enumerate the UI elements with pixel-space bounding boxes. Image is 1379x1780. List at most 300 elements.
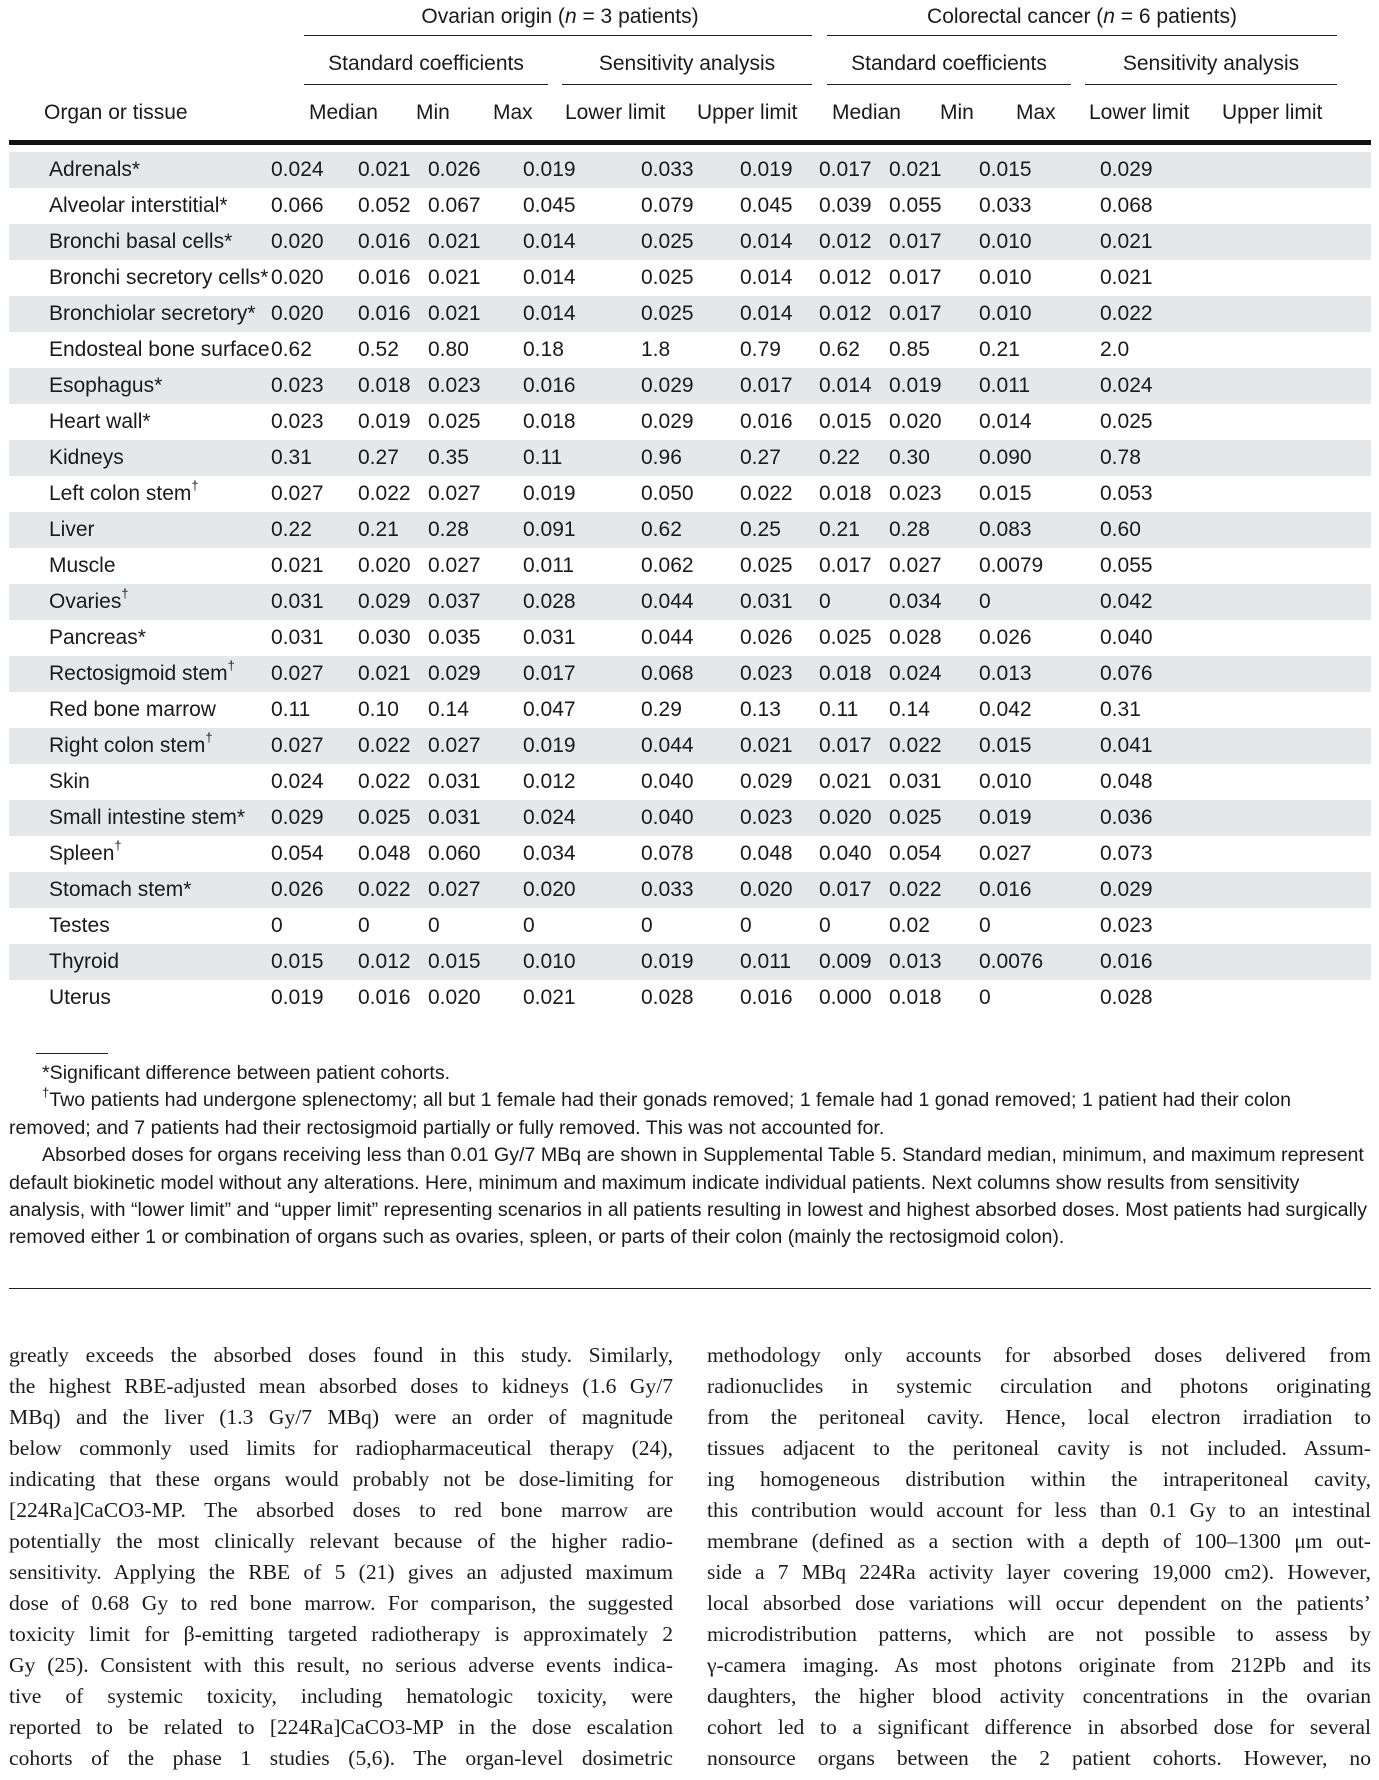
value-cell: 0.010	[979, 230, 1032, 253]
value-cell: 0.022	[358, 878, 411, 901]
organ-label: Small intestine stem	[49, 806, 237, 829]
text-line: side a 7 MBq 224Ra activity layer covering 19,000 cm2). However,	[707, 1560, 1371, 1584]
table-row	[9, 368, 1371, 404]
value-cell: 0.010	[523, 950, 576, 973]
footnote-significance: *Significant difference between patient cohorts.	[42, 1062, 451, 1084]
value-cell: 0.015	[979, 158, 1032, 181]
text-line: ing homogeneous distribution within the intraperitoneal cavity,	[707, 1467, 1371, 1491]
value-cell: 0.011	[979, 374, 1030, 397]
footnote-mark: †	[114, 838, 122, 853]
table-row	[9, 584, 1371, 620]
table-row	[9, 620, 1371, 656]
value-cell: 0.037	[428, 590, 481, 613]
footnote-mark: †	[191, 478, 199, 493]
value-cell: 0.027	[428, 734, 481, 757]
value-cell: 0.52	[358, 338, 399, 361]
value-cell: 0.017	[740, 374, 793, 397]
value-cell: 0.013	[889, 950, 942, 973]
organ-label: Stomach stem	[49, 878, 184, 901]
value-cell: 0.012	[523, 770, 576, 793]
organ-label: Ovaries	[49, 590, 122, 613]
value-cell: 0.020	[740, 878, 793, 901]
group-rule-ovarian	[304, 35, 812, 36]
significance-mark: *	[154, 374, 163, 397]
value-cell: 0.021	[271, 554, 324, 577]
table-row	[9, 296, 1371, 332]
value-cell: 0.078	[641, 842, 694, 865]
value-cell: 0.014	[819, 374, 872, 397]
organ-name	[49, 302, 256, 326]
value-cell: 0.020	[523, 878, 576, 901]
value-cell: 0.022	[889, 878, 942, 901]
significance-mark: *	[183, 878, 192, 901]
organ-label: Muscle	[49, 554, 116, 577]
value-cell: 0.025	[428, 410, 481, 433]
text-line: dose of 0.68 Gy to red bone marrow. For comparison, the suggested	[9, 1591, 673, 1615]
value-cell: 0	[979, 914, 991, 937]
organ-label: Kidneys	[49, 446, 124, 469]
table-row	[9, 836, 1371, 872]
value-cell: 0.022	[740, 482, 793, 505]
value-cell: 0	[641, 914, 653, 937]
text-line: cohorts of the phase 1 studies (5,6). The organ-level dosimetric	[9, 1746, 673, 1770]
value-cell: 0	[979, 986, 991, 1009]
organ-name	[49, 554, 116, 578]
value-cell: 0.031	[428, 770, 481, 793]
value-cell: 0.021	[1100, 266, 1153, 289]
value-cell: 0.026	[979, 626, 1032, 649]
organ-name	[49, 878, 191, 902]
sub-rule-3	[827, 84, 1071, 85]
value-cell: 0.020	[428, 986, 481, 1009]
value-cell: 0.016	[740, 410, 793, 433]
value-cell: 0.0076	[979, 950, 1044, 973]
value-cell: 0.14	[428, 698, 469, 721]
organ-label: Liver	[49, 518, 95, 541]
value-cell: 0.060	[428, 842, 481, 865]
value-cell: 0.010	[979, 266, 1032, 289]
value-cell: 0.02	[889, 914, 930, 937]
significance-mark: *	[224, 230, 233, 253]
organ-name	[49, 410, 151, 434]
value-cell: 0.018	[358, 374, 411, 397]
text-line: the highest RBE-adjusted mean absorbed doses to kidneys (1.6 Gy/7	[9, 1374, 673, 1398]
value-cell: 0.018	[889, 986, 942, 1009]
value-cell: 0	[428, 914, 440, 937]
text-line: microdistribution patterns, which are not possible to assess by	[707, 1622, 1371, 1646]
value-cell: 0.28	[428, 518, 469, 541]
organ-label: Endosteal bone surface	[49, 338, 270, 361]
value-cell: 1.8	[641, 338, 671, 361]
value-cell: 0.023	[271, 410, 324, 433]
value-cell: 0.020	[271, 266, 324, 289]
value-cell: 0.014	[740, 230, 793, 253]
value-cell: 0.020	[819, 806, 872, 829]
group-rule-colorectal	[827, 35, 1337, 36]
value-cell: 0.023	[889, 482, 942, 505]
value-cell: 0.035	[428, 626, 481, 649]
sub-rule-4	[1085, 84, 1337, 85]
value-cell: 0.021	[1100, 230, 1153, 253]
subheader-sensitivity-colorectal: Sensitivity analysis	[1122, 52, 1300, 75]
value-cell: 0.015	[271, 950, 324, 973]
value-cell: 0.015	[819, 410, 872, 433]
value-cell: 0.014	[523, 302, 576, 325]
value-cell: 0.016	[358, 986, 411, 1009]
value-cell: 0.31	[1100, 698, 1141, 721]
value-cell: 0.033	[641, 158, 694, 181]
value-cell: 0.024	[271, 770, 324, 793]
significance-mark: *	[260, 266, 269, 289]
value-cell: 0.030	[358, 626, 411, 649]
value-cell: 0.017	[889, 230, 942, 253]
value-cell: 0.013	[979, 662, 1032, 685]
table-end-rule	[9, 1288, 1371, 1289]
value-cell: 0	[358, 914, 370, 937]
organ-label: Red bone marrow	[49, 698, 216, 721]
value-cell: 0.13	[740, 698, 781, 721]
organ-label: Thyroid	[49, 950, 120, 973]
value-cell: 0.35	[428, 446, 469, 469]
value-cell: 0.25	[740, 518, 781, 541]
footnote-explanation: Absorbed doses for organs receiving less than 0.01 Gy/7 MBq are shown in Supplemental Table 5. Standard median, minimum, and maximum represent default biokinetic model without any alterations. Here, minimum and maximum indicate individual patients. Next columns show results from sensitivity analysis, with “lower limit” and “upper limit” representing scenarios in all patients resulting in lowest and highest absorbed doses. Most patients had surgically removed either 1 or combination of organs such as ovaries, spleen, or parts of their colon (mainly the rectosigmoid colon).	[9, 1144, 1368, 1249]
table-row	[9, 332, 1371, 368]
organ-name	[49, 770, 90, 794]
organ-name	[49, 626, 146, 650]
value-cell: 0.018	[819, 662, 872, 685]
value-cell: 0.011	[523, 554, 574, 577]
table-row	[9, 728, 1371, 764]
value-cell: 0.034	[523, 842, 576, 865]
value-cell: 0.019	[740, 158, 793, 181]
table-row	[9, 692, 1371, 728]
organ-name	[49, 586, 129, 614]
value-cell: 0.0079	[979, 554, 1044, 577]
value-cell: 0.012	[819, 302, 872, 325]
value-cell: 0.022	[358, 770, 411, 793]
organ-name	[49, 806, 245, 830]
value-cell: 0	[740, 914, 752, 937]
table-row	[9, 512, 1371, 548]
text-line: cohort led to a significant difference in absorbed dose for several	[707, 1715, 1371, 1739]
table-row	[9, 872, 1371, 908]
table-row	[9, 656, 1371, 692]
value-cell: 0.023	[740, 662, 793, 685]
value-cell: 0.066	[271, 194, 324, 217]
value-cell: 0.016	[740, 986, 793, 1009]
text-line: below commonly used limits for radiopharmaceutical therapy (24),	[9, 1436, 673, 1460]
value-cell: 0.021	[819, 770, 872, 793]
value-cell: 0.033	[979, 194, 1032, 217]
value-cell: 0.025	[641, 302, 694, 325]
value-cell: 0.015	[428, 950, 481, 973]
value-cell: 0.21	[979, 338, 1020, 361]
value-cell: 0.054	[271, 842, 324, 865]
text-line: Gy (25). Consistent with this result, no serious adverse events indica-	[9, 1653, 673, 1677]
value-cell: 0.040	[1100, 626, 1153, 649]
value-cell: 0.029	[428, 662, 481, 685]
value-cell: 0.029	[641, 374, 694, 397]
value-cell: 0.028	[889, 626, 942, 649]
table-row	[9, 476, 1371, 512]
value-cell: 0.016	[979, 878, 1032, 901]
value-cell: 0.076	[1100, 662, 1153, 685]
value-cell: 0.028	[523, 590, 576, 613]
subheader-sensitivity-ovarian: Sensitivity analysis	[598, 52, 776, 75]
value-cell: 0.025	[641, 230, 694, 253]
text-line: nonsource organs between the 2 patient cohorts. However, no	[707, 1746, 1371, 1770]
column-header: Min	[940, 101, 974, 124]
value-cell: 0.023	[271, 374, 324, 397]
significance-mark: *	[219, 194, 228, 217]
value-cell: 0.29	[641, 698, 682, 721]
value-cell: 0.040	[819, 842, 872, 865]
organ-name	[49, 374, 162, 398]
value-cell: 0.28	[889, 518, 930, 541]
value-cell: 0.039	[819, 194, 872, 217]
value-cell: 0.012	[819, 266, 872, 289]
organ-name	[49, 478, 199, 506]
table-body	[9, 152, 1371, 1016]
value-cell: 0.024	[523, 806, 576, 829]
text-line: daughters, the higher blood activity concentrations in the ovarian	[707, 1684, 1371, 1708]
organ-name	[49, 338, 270, 362]
organ-label: Esophagus	[49, 374, 155, 397]
value-cell: 0.023	[428, 374, 481, 397]
body-text-right-column	[707, 1340, 1371, 1774]
value-cell: 0.073	[1100, 842, 1153, 865]
value-cell: 0.11	[523, 446, 563, 469]
value-cell: 0.010	[979, 302, 1032, 325]
value-cell: 0.040	[641, 770, 694, 793]
value-cell: 0.019	[271, 986, 324, 1009]
significance-mark: *	[142, 410, 151, 433]
value-cell: 0.048	[1100, 770, 1153, 793]
value-cell: 0.052	[358, 194, 411, 217]
value-cell: 0.010	[979, 770, 1032, 793]
value-cell: 0.012	[358, 950, 411, 973]
text-line: membrane (defined as a section with a depth of 100–1300 μm out-	[707, 1529, 1371, 1553]
value-cell: 0.14	[889, 698, 930, 721]
value-cell: 0.019	[641, 950, 694, 973]
column-header: Min	[416, 101, 450, 124]
value-cell: 0.055	[889, 194, 942, 217]
value-cell: 0.18	[523, 338, 564, 361]
value-cell: 0.000	[819, 986, 872, 1009]
text-line: MBq) and the liver (1.3 Gy/7 MBq) were an order of magnitude	[9, 1405, 673, 1429]
value-cell: 0.023	[740, 806, 793, 829]
table-row	[9, 440, 1371, 476]
value-cell: 0.014	[740, 266, 793, 289]
value-cell: 0.019	[979, 806, 1032, 829]
value-cell: 0.029	[740, 770, 793, 793]
value-cell: 0.025	[889, 806, 942, 829]
value-cell: 0.027	[271, 482, 324, 505]
value-cell: 0.21	[819, 518, 860, 541]
value-cell: 0.014	[523, 266, 576, 289]
value-cell: 0.024	[1100, 374, 1153, 397]
value-cell: 0.62	[819, 338, 860, 361]
value-cell: 0.045	[740, 194, 793, 217]
value-cell: 0.062	[641, 554, 694, 577]
organ-name	[49, 230, 232, 254]
organ-label: Bronchi basal cells	[49, 230, 225, 253]
significance-mark: *	[236, 806, 246, 829]
value-cell: 0.022	[889, 734, 942, 757]
value-cell: 0.021	[889, 158, 942, 181]
group-title-colorectal: Colorectal cancer (n = 6 patients)	[927, 5, 1237, 28]
subheader-standard-colorectal: Standard coefficients	[851, 52, 1047, 75]
value-cell: 0.009	[819, 950, 872, 973]
value-cell: 0.031	[523, 626, 576, 649]
organ-label: Spleen	[49, 842, 115, 865]
value-cell: 0.020	[889, 410, 942, 433]
value-cell: 0.014	[523, 230, 576, 253]
organ-label: Skin	[49, 770, 90, 793]
value-cell: 0.026	[271, 878, 324, 901]
value-cell: 0.017	[819, 554, 872, 577]
value-cell: 0.22	[819, 446, 860, 469]
organ-name	[49, 914, 110, 938]
column-header: Median	[832, 101, 901, 124]
value-cell: 0.60	[1100, 518, 1141, 541]
column-header: Max	[493, 101, 533, 124]
value-cell: 0.017	[889, 266, 942, 289]
value-cell: 0	[979, 590, 991, 613]
organ-name	[49, 730, 213, 758]
value-cell: 0.017	[889, 302, 942, 325]
value-cell: 0.019	[523, 482, 576, 505]
value-cell: 0.21	[358, 518, 399, 541]
group-title-ovarian: Ovarian origin (n = 3 patients)	[421, 5, 699, 28]
value-cell: 0.020	[271, 302, 324, 325]
value-cell: 0.019	[358, 410, 411, 433]
text-line: tissues adjacent to the peritoneal cavity is not included. Assum-	[707, 1436, 1371, 1460]
value-cell: 0.027	[428, 878, 481, 901]
value-cell: 0.024	[889, 662, 942, 685]
value-cell: 0.055	[1100, 554, 1153, 577]
value-cell: 0.079	[641, 194, 694, 217]
body-text-left-column	[9, 1340, 673, 1774]
column-header: Median	[309, 101, 378, 124]
organ-label: Uterus	[49, 986, 111, 1009]
footnote-mark: †	[205, 730, 213, 745]
value-cell: 0.028	[641, 986, 694, 1009]
value-cell: 0.015	[979, 482, 1032, 505]
column-header: Lower limit	[565, 101, 666, 124]
value-cell: 0.014	[979, 410, 1032, 433]
value-cell: 0.068	[641, 662, 694, 685]
value-cell: 0.021	[740, 734, 793, 757]
value-cell: 0.027	[428, 554, 481, 577]
column-header: Upper limit	[1222, 101, 1323, 124]
table-row	[9, 944, 1371, 980]
value-cell: 0.021	[358, 158, 411, 181]
footnote-rule	[36, 1053, 108, 1054]
organ-name	[49, 658, 235, 686]
text-line: tive of systemic toxicity, including hematologic toxicity, were	[9, 1684, 673, 1708]
value-cell: 0.029	[1100, 158, 1153, 181]
value-cell: 0.027	[428, 482, 481, 505]
value-cell: 0.050	[641, 482, 694, 505]
value-cell: 0.054	[889, 842, 942, 865]
text-line: local absorbed dose variations will occur dependent on the patients’	[707, 1591, 1371, 1615]
value-cell: 0.045	[523, 194, 576, 217]
value-cell: 0.017	[523, 662, 576, 685]
value-cell: 0.029	[1100, 878, 1153, 901]
value-cell: 0.025	[740, 554, 793, 577]
column-header: Upper limit	[697, 101, 798, 124]
header-divider	[9, 140, 1371, 145]
value-cell: 0.033	[641, 878, 694, 901]
text-line: reported to be related to [224Ra]CaCO3-MP in the dose escalation	[9, 1715, 673, 1739]
value-cell: 0.048	[358, 842, 411, 865]
sub-rule-1	[304, 84, 548, 85]
table-row	[9, 152, 1371, 188]
value-cell: 0.031	[889, 770, 942, 793]
value-cell: 0.034	[889, 590, 942, 613]
text-line: indicating that these organs would probably not be dose-limiting for	[9, 1467, 673, 1491]
footnote-mark: †	[121, 586, 129, 601]
value-cell: 0.011	[740, 950, 791, 973]
table-row	[9, 224, 1371, 260]
value-cell: 0.016	[358, 266, 411, 289]
value-cell: 0.022	[1100, 302, 1153, 325]
text-line: [224Ra]CaCO3-MP. The absorbed doses to red bone marrow are	[9, 1498, 673, 1522]
value-cell: 0.021	[523, 986, 576, 1009]
value-cell: 0.067	[428, 194, 481, 217]
text-line: potentially the most clinically relevant because of the higher radio-	[9, 1529, 673, 1553]
text-line: toxicity limit for β-emitting targeted radiotherapy is approximately 2	[9, 1622, 673, 1646]
value-cell: 0.031	[271, 590, 324, 613]
value-cell: 0.016	[358, 230, 411, 253]
table-notes	[9, 1060, 1371, 1252]
organ-label: Testes	[49, 914, 110, 937]
value-cell: 0.30	[889, 446, 930, 469]
value-cell: 0.031	[740, 590, 793, 613]
value-cell: 0.031	[428, 806, 481, 829]
organ-name	[49, 950, 119, 974]
value-cell: 0.79	[740, 338, 781, 361]
value-cell: 0.62	[271, 338, 312, 361]
footnote-surgery: †Two patients had undergone splenectomy; all but 1 female had their gonads removed; 1 female had 1 gonad removed; 1 patient had their colon removed; and 7 patients had their rectosigmoid partially or fully removed. This was not accounted for.	[9, 1084, 1291, 1139]
value-cell: 0.96	[641, 446, 682, 469]
value-cell: 0.11	[819, 698, 859, 721]
text-line: from the peritoneal cavity. Hence, local electron irradiation to	[707, 1405, 1371, 1429]
subheader-standard-ovarian: Standard coefficients	[328, 52, 524, 75]
value-cell: 0.016	[523, 374, 576, 397]
organ-label: Rectosigmoid stem	[49, 662, 228, 685]
value-cell: 0.017	[819, 734, 872, 757]
value-cell: 0.020	[358, 554, 411, 577]
value-cell: 0.025	[641, 266, 694, 289]
value-cell: 0.021	[428, 230, 481, 253]
significance-mark: *	[131, 158, 141, 181]
table-row	[9, 404, 1371, 440]
text-line: radionuclides in systemic circulation and photons originating	[707, 1374, 1371, 1398]
footnote-mark: †	[227, 658, 235, 673]
value-cell: 0.025	[1100, 410, 1153, 433]
organ-name	[49, 158, 140, 182]
text-line: greatly exceeds the absorbed doses found in this study. Similarly,	[9, 1343, 673, 1367]
value-cell: 0.11	[271, 698, 311, 721]
value-cell: 0.026	[740, 626, 793, 649]
table-row	[9, 548, 1371, 584]
value-cell: 0.047	[523, 698, 576, 721]
value-cell: 0.025	[358, 806, 411, 829]
value-cell: 0.27	[358, 446, 399, 469]
value-cell: 0.040	[641, 806, 694, 829]
